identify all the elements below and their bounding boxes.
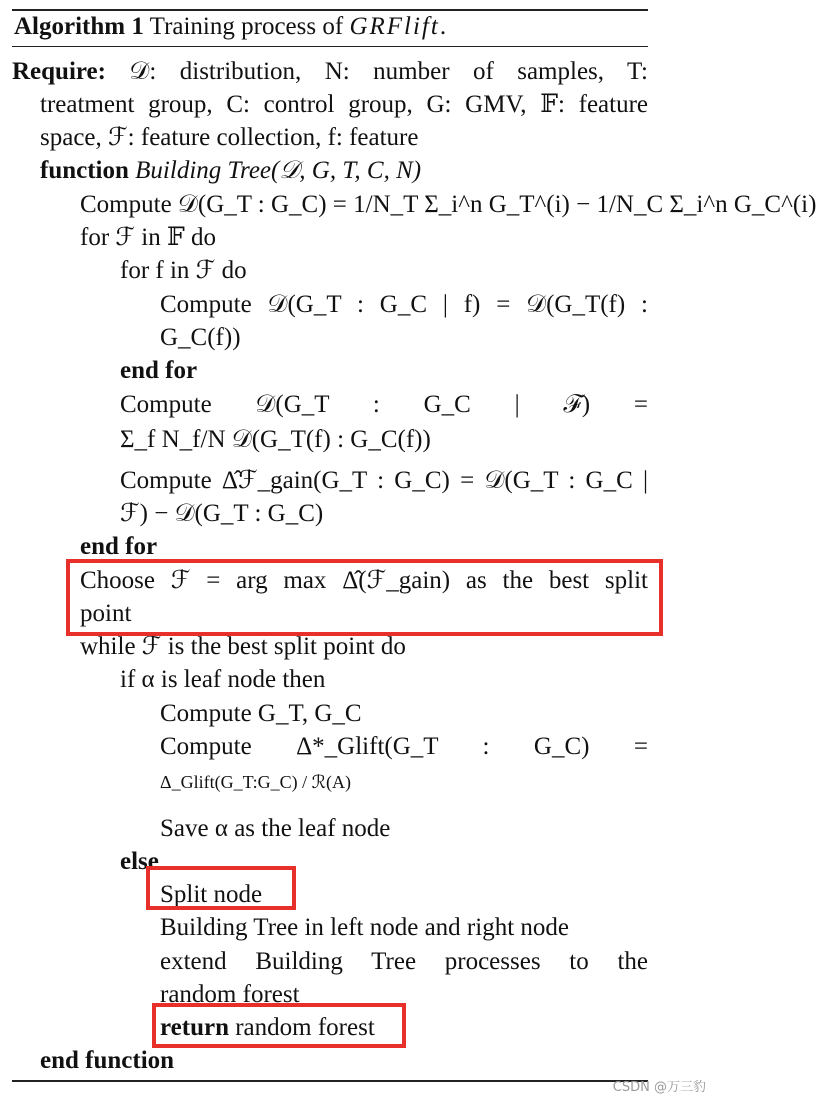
compute-line-5: Compute G_T, G_C bbox=[160, 700, 362, 727]
header-rule bbox=[12, 46, 648, 47]
algorithm-title-text: Training process of bbox=[149, 13, 344, 40]
bottom-rule bbox=[12, 1080, 648, 1082]
require-line-1: Require: 𝒟: distribution, N: number of samples, T: bbox=[12, 58, 648, 85]
for-feature-line: for f in ℱ do bbox=[120, 257, 247, 284]
building-tree-line: Building Tree in left node and right node bbox=[160, 914, 569, 941]
choose-line-a: Choose ℱ = arg max Δ̂(ℱ_gain) as the best split bbox=[80, 567, 648, 594]
save-line: Save α as the leaf node bbox=[160, 815, 391, 842]
require-line-3: space, ℱ: feature collection, f: feature bbox=[40, 124, 419, 151]
highlight-box-choose bbox=[66, 559, 663, 636]
end-for-inner: end for bbox=[120, 357, 198, 384]
while-line: while ℱ is the best split point do bbox=[80, 633, 406, 660]
highlight-box-split bbox=[146, 866, 296, 910]
function-header: function Building Tree(𝒟, G, T, C, N) bbox=[40, 157, 422, 184]
compute-line-4a: Compute Δ̂ℱ_gain(G_T : G_C) = 𝒟(G_T : G_C | bbox=[120, 467, 648, 494]
compute-line-1: Compute 𝒟(G_T : G_C) = 1/N_T Σ_i^n G_T^(i) − 1/N_C Σ_i^n G_C^(i) bbox=[80, 191, 816, 218]
extend-line-a: extend Building Tree processes to the bbox=[160, 948, 648, 975]
require-line-2: treatment group, C: control group, G: GMV, 𝔽: feature bbox=[40, 91, 649, 118]
split-node-line: Split node bbox=[160, 881, 263, 908]
choose-line-b: point bbox=[80, 600, 132, 627]
return-line: return random forest bbox=[160, 1014, 375, 1041]
algorithm-label: Algorithm 1 bbox=[14, 13, 144, 40]
else-line: else bbox=[120, 848, 159, 875]
compute-line-4b: ℱ) − 𝒟(G_T : G_C) bbox=[120, 500, 324, 527]
top-rule bbox=[12, 9, 648, 11]
algorithm-name: GRFlift bbox=[349, 13, 440, 40]
end-for-outer: end for bbox=[80, 533, 158, 560]
if-line: if α is leaf node then bbox=[120, 666, 326, 693]
end-function-line: end function bbox=[40, 1047, 175, 1074]
compute-line-3b: Σ_f N_f/N 𝒟(G_T(f) : G_C(f)) bbox=[120, 426, 431, 453]
watermark: CSDN @万三豹 bbox=[612, 1080, 706, 1095]
for-features-line: for ℱ in 𝔽 do bbox=[80, 224, 216, 251]
extend-line-b: random forest bbox=[160, 981, 300, 1008]
compute-line-6a: Compute Δ*_Glift(G_T : G_C) = bbox=[160, 733, 648, 760]
algorithm-title: Algorithm 1 Training process of GRFlift. bbox=[14, 13, 447, 40]
highlight-box-return bbox=[152, 1003, 406, 1048]
compute-line-3a: Compute 𝒟(G_T : G_C | ℱ) = bbox=[120, 391, 648, 418]
compute-line-2a: Compute 𝒟(G_T : G_C | f) = 𝒟(G_T(f) : bbox=[160, 291, 648, 318]
compute-line-6b: Δ_Glift(G_T:G_C) / ℛ(A) bbox=[160, 772, 352, 792]
compute-line-2b: G_C(f)) bbox=[160, 324, 241, 351]
